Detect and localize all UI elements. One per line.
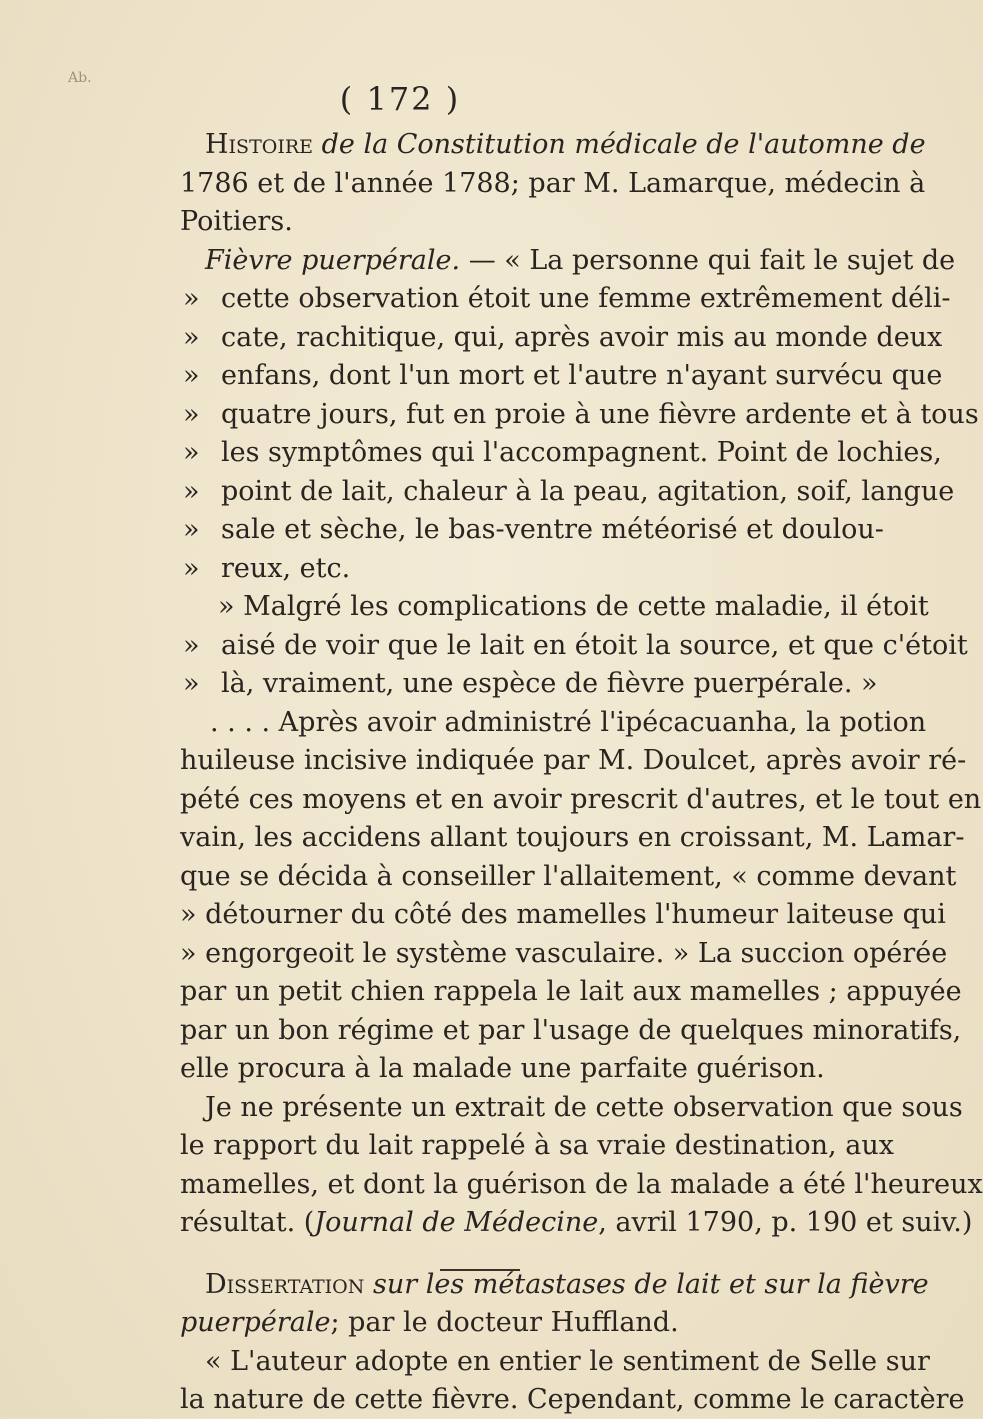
- section1-subtitle-line: [205, 242, 955, 280]
- page-number: ( 172 ): [339, 80, 461, 118]
- para2-line: Je ne présente un extrait de cette observation que sous: [205, 1092, 963, 1123]
- para-line: que se décida à conseiller l'allaitement, « comme devant: [180, 861, 957, 892]
- para-line: vain, les accidens allant toujours en croissant, M. Lamar-: [180, 822, 965, 853]
- para-line: pété ces moyens et en avoir prescrit d'autres, et le tout en: [180, 784, 982, 815]
- para2-line: le rapport du lait rappelé à sa vraie destination, aux: [180, 1130, 894, 1161]
- para-line: elle procura à la malade une parfaite guérison.: [180, 1053, 825, 1084]
- quote-line: » quatre jours, fut en proie à une fièvre ardente et à tous: [183, 399, 979, 430]
- section1-title-line1: [205, 126, 926, 164]
- section2-title-line1: [205, 1266, 929, 1304]
- section2-title-line2: [180, 1304, 679, 1342]
- quote-line: » sale et sèche, le bas-ventre météorisé et doulou-: [183, 514, 884, 545]
- section1-title-sc: Histoire: [205, 129, 313, 160]
- para-line: par un petit chien rappela le lait aux mamelles ; appuyée: [180, 976, 962, 1007]
- section2-author: ; par le docteur Huffland.: [330, 1307, 679, 1338]
- quote2-start: » Malgré les complications de cette maladie, il étoit: [218, 591, 929, 622]
- quote-line: » reux, etc.: [183, 553, 351, 584]
- section1-title-rest: de la Constitution médicale de l'automne de: [321, 129, 926, 160]
- quote-line: » point de lait, chaleur à la peau, agitation, soif, langue: [183, 476, 955, 507]
- quote-line: » là, vraiment, une espèce de fièvre puerpérale. »: [183, 668, 878, 699]
- quote-line: » cate, rachitique, qui, après avoir mis au monde deux: [183, 322, 943, 353]
- section1-subtitle: Fièvre puerpérale.: [205, 245, 461, 276]
- citation-line: [180, 1204, 972, 1242]
- para-line: par un bon régime et par l'usage de quelques minoratifs,: [180, 1015, 962, 1046]
- para-line: » détourner du côté des mamelles l'humeur laiteuse qui: [180, 899, 946, 930]
- quote-start: — « La personne qui fait le sujet de: [468, 245, 956, 276]
- citation-pre: résultat. (: [180, 1207, 315, 1238]
- corner-mark: Ab.: [68, 70, 92, 86]
- section2-para-line: la nature de cette fièvre. Cependant, comme le caractère: [180, 1384, 965, 1415]
- section2-title-sc: Dissertation: [205, 1269, 365, 1300]
- section1-title-line2: 1786 et de l'année 1788; par M. Lamarque, médecin à: [180, 168, 926, 199]
- section2-puerperale: puerpérale: [180, 1307, 331, 1338]
- section2-title-rest: sur les métastases de lait et sur la fièvre: [372, 1269, 929, 1300]
- para-line: » engorgeoit le système vasculaire. » La succion opérée: [180, 938, 948, 969]
- quote-line: » cette observation étoit une femme extrêmement déli-: [183, 283, 951, 314]
- quote-line: » enfans, dont l'un mort et l'autre n'ayant survécu que: [183, 360, 943, 391]
- section1-title-line3: Poitiers.: [180, 206, 293, 237]
- para2-line: mamelles, et dont la guérison de la malade a été l'heureux: [180, 1169, 983, 1200]
- para-line: huileuse incisive indiquée par M. Doulcet, après avoir ré-: [180, 745, 967, 776]
- citation-journal: Journal de Médecine: [314, 1207, 599, 1238]
- section2-para-line: « L'auteur adopte en entier le sentiment de Selle sur: [205, 1346, 930, 1377]
- quote-line: » aisé de voir que le lait en étoit la source, et que c'étoit: [183, 630, 968, 661]
- para-line: . . . . Après avoir administré l'ipécacuanha, la potion: [210, 707, 927, 738]
- quote-line: » les symptômes qui l'accompagnent. Point de lochies,: [183, 437, 942, 468]
- citation-post: , avril 1790, p. 190 et suiv.): [598, 1207, 973, 1238]
- space: [364, 1269, 373, 1300]
